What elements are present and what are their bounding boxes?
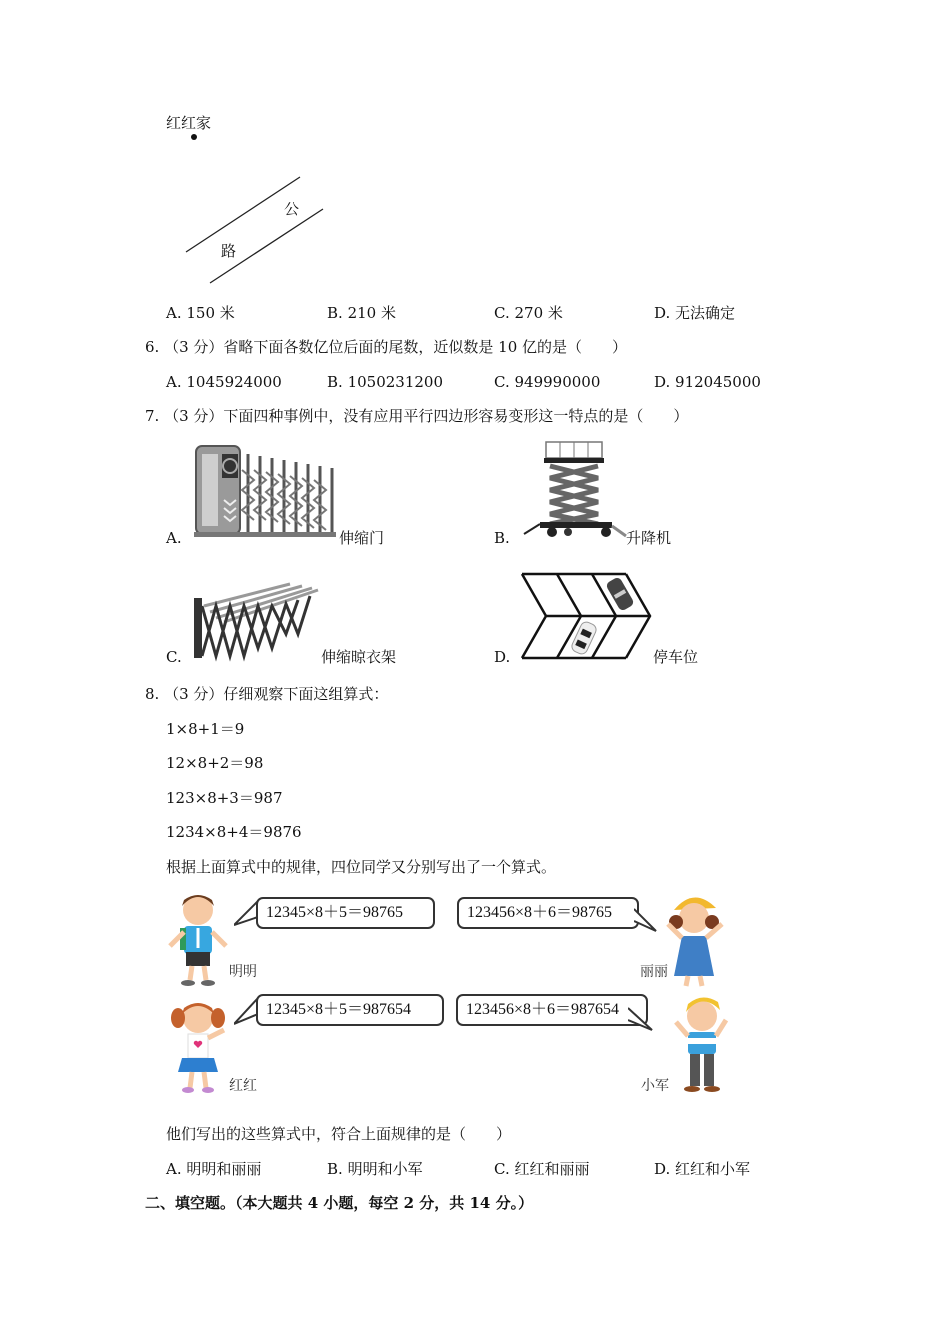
bubble-tail-honghong (234, 994, 258, 1030)
q7-option-d-key[interactable]: D. (494, 648, 511, 666)
q7-option-c-caption: 伸缩晾衣架 (321, 648, 397, 666)
girl-honghong-illustration (166, 992, 232, 1096)
road-diagram (150, 120, 350, 290)
boy-mingming-illustration (166, 888, 230, 988)
road-char-2: 路 (221, 242, 237, 260)
boy-xiaojun-illustration (670, 992, 732, 1096)
q8-stem: 8. （3 分）仔细观察下面这组算式： (145, 685, 389, 703)
q8-equation-2: 12×8+2＝98 (166, 754, 264, 772)
speech-bubble-honghong: 12345×8＋5＝987654 (256, 994, 444, 1026)
student-name-xiaojun: 小军 (641, 1078, 669, 1094)
q6-stem: 6. （3 分）省略下面各数亿位后面的尾数，近似数是 10 亿的是（ ） (145, 338, 628, 356)
speech-bubble-xiaojun: 123456×8＋6＝987654 (456, 994, 648, 1026)
q8-intro: 根据上面算式中的规律，四位同学又分别写出了一个算式。 (166, 858, 557, 876)
student-name-lili: 丽丽 (640, 964, 668, 980)
parking-spaces-image (520, 572, 654, 662)
retractable-gate-image (192, 440, 340, 540)
section-2-heading: 二、填空题。（本大题共 4 小题，每空 2 分，共 14 分。） (145, 1194, 534, 1212)
q5-option-d[interactable]: D. 无法确定 (654, 304, 736, 322)
q7-option-c-key[interactable]: C. (166, 648, 182, 666)
q8-option-c[interactable]: C. 红红和丽丽 (494, 1160, 590, 1178)
q5-option-b[interactable]: B. 210 米 (327, 304, 396, 322)
q6-option-d[interactable]: D. 912045000 (654, 373, 761, 391)
q7-option-d-caption: 停车位 (653, 648, 699, 666)
q7-option-b-caption: 升降机 (626, 529, 672, 547)
bubble-tail-mingming (234, 895, 258, 931)
road-char-1: 公 (284, 200, 300, 218)
q7-option-a-key[interactable]: A. (166, 529, 182, 547)
girl-lili-illustration (660, 888, 730, 988)
q5-option-c[interactable]: C. 270 米 (494, 304, 563, 322)
student-name-mingming: 明明 (229, 964, 257, 980)
q8-option-b[interactable]: B. 明明和小军 (327, 1160, 423, 1178)
q8-equation-3: 123×8+3＝987 (166, 789, 283, 807)
speech-bubble-lili: 123456×8＋6＝98765 (457, 897, 639, 929)
home-label: 红红家 (166, 114, 212, 132)
q7-option-a-caption: 伸缩门 (339, 529, 385, 547)
q8-option-d[interactable]: D. 红红和小军 (654, 1160, 751, 1178)
q7-stem: 7. （3 分）下面四种事例中，没有应用平行四边形容易变形这一特点的是（ ） (145, 407, 689, 425)
q7-option-b-key[interactable]: B. (494, 529, 510, 547)
q8-question: 他们写出的这些算式中，符合上面规律的是（ ） (166, 1125, 512, 1143)
bubble-tail-lili (634, 905, 658, 935)
q8-equation-4: 1234×8+4＝9876 (166, 823, 302, 841)
q8-option-a[interactable]: A. 明明和丽丽 (166, 1160, 262, 1178)
bubble-tail-xiaojun (628, 1004, 654, 1034)
q6-option-a[interactable]: A. 1045924000 (166, 373, 282, 391)
q8-equation-1: 1×8+1＝9 (166, 720, 245, 738)
folding-clothes-rack-image (190, 576, 322, 662)
speech-bubble-mingming: 12345×8＋5＝98765 (256, 897, 435, 929)
scissor-lift-image (520, 438, 630, 540)
q6-option-c[interactable]: C. 949990000 (494, 373, 601, 391)
q5-option-a[interactable]: A. 150 米 (166, 304, 235, 322)
q6-option-b[interactable]: B. 1050231200 (327, 373, 444, 391)
student-name-honghong: 红红 (229, 1078, 257, 1094)
